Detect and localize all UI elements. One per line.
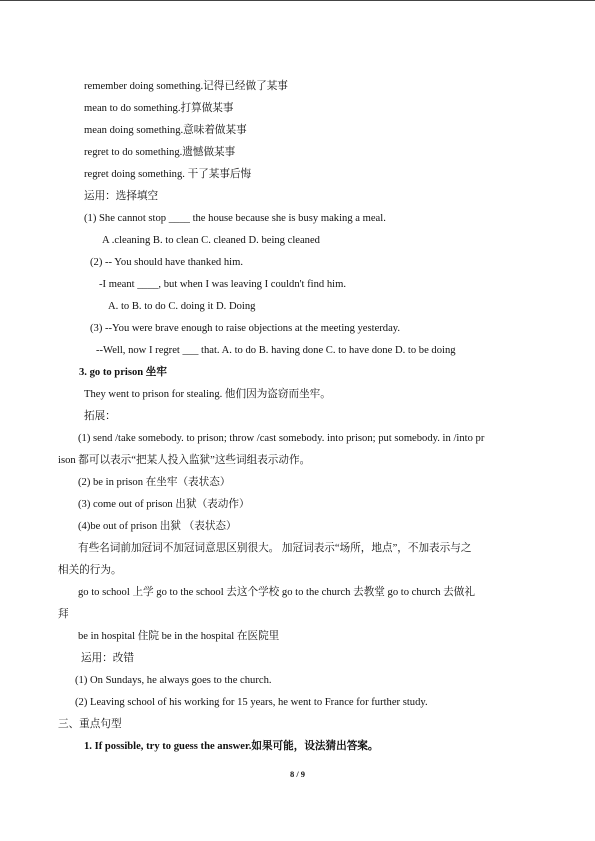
question-2-reply: -I meant ____, but when I was leaving I couldn't find him.: [99, 279, 346, 290]
text-line: 运用：选择填空: [84, 191, 159, 202]
text-line: 拓展：: [84, 411, 116, 422]
question-3-reply: --Well, now I regret ___ that. A. to do B. having done C. to have done D. to be doing: [96, 345, 456, 356]
text-line: 有些名词前加冠词不加冠词意思区别很大。 加冠词表示“场所，地点”，不加表示与之: [78, 543, 472, 554]
page-number: 8 / 9: [289, 769, 306, 779]
text-line: be in hospital 住院 be in the hospital 在医院里: [78, 631, 280, 642]
text-line: 拜: [58, 609, 69, 620]
question-2: (2) -- You should have thanked him.: [90, 257, 244, 268]
text-line: mean doing something.意味着做某事: [84, 125, 247, 136]
error-correction-1: (1) On Sundays, he always goes to the church.: [75, 675, 272, 686]
section-heading: 3. go to prison 坐牢: [79, 367, 167, 378]
key-sentence: 1. If possible, try to guess the answer.如果可能，设法猜出答案。: [84, 741, 379, 752]
question-1-options: A .cleaning B. to clean C. cleaned D. being cleaned: [102, 235, 320, 246]
section-heading: 三、重点句型: [58, 719, 122, 730]
text-line: 运用：改错: [81, 653, 134, 664]
text-line: go to school 上学 go to the school 去这个学校 go to the church 去教堂 go to church 去做礼: [78, 587, 475, 598]
text-line: (1) send /take somebody. to prison; throw /cast somebody. into prison; put somebody. in /into pr: [78, 433, 485, 444]
text-line: regret to do something.遗憾做某事: [84, 147, 236, 158]
text-line: regret doing something. 干了某事后悔: [84, 169, 252, 180]
error-correction-2: (2) Leaving school of his working for 15 years, he went to France for further study.: [75, 697, 428, 708]
text-line: (2) be in prison 在坐牢（表状态）: [78, 477, 231, 488]
question-3: (3) --You were brave enough to raise objections at the meeting yesterday.: [90, 323, 401, 334]
text-line: 相关的行为。: [58, 565, 122, 576]
text-line: remember doing something.记得已经做了某事: [84, 81, 288, 92]
text-line: (3) come out of prison 出狱（表动作）: [78, 499, 250, 510]
question-1: (1) She cannot stop ____ the house because she is busy making a meal.: [84, 213, 386, 224]
question-2-options: A. to B. to do C. doing it D. Doing: [108, 301, 256, 312]
text-line: They went to prison for stealing. 他们因为盗窃而坐牢。: [84, 389, 331, 400]
text-line: (4)be out of prison 出狱 （表状态）: [78, 521, 237, 532]
text-line: mean to do something.打算做某事: [84, 103, 234, 114]
top-border: [0, 0, 595, 1]
text-line: ison 都可以表示“把某人投入监狱”这些词组表示动作。: [58, 455, 311, 466]
